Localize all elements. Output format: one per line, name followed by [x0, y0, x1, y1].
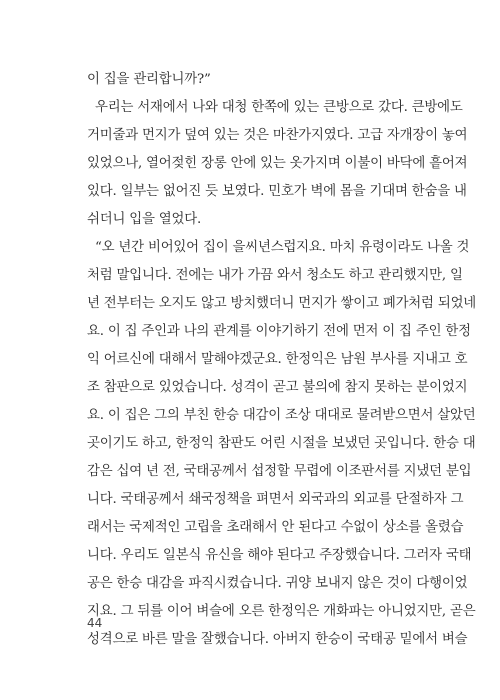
- text-line: 년 전부터는 오지도 않고 방치했더니 먼지가 쌓이고 폐가처럼 되었네: [87, 296, 477, 311]
- text-line: 익 어르신에 대해서 말해야겠군요. 한정익은 남원 부사를 지내고 호: [87, 352, 468, 367]
- text-line: 있었으나, 열어젖힌 장롱 안에 있는 옷가지며 이불이 바닥에 흩어져: [87, 156, 468, 171]
- text-line: 곳이기도 하고, 한정익 참판도 어린 시절을 보냈던 곳입니다. 한승 대: [87, 436, 476, 451]
- text-line: 거미줄과 먼지가 덮여 있는 것은 마찬가지였다. 고급 자개장이 놓여: [87, 128, 468, 143]
- text-line: 처럼 말입니다. 전에는 내가 가끔 와서 청소도 하고 관리했지만, 일: [87, 268, 463, 283]
- text-line: 지요. 그 뒤를 이어 벼슬에 오른 한정익은 개화파는 아니었지만, 곧은: [87, 604, 476, 619]
- text-line: 니다. 국태공께서 쇄국정책을 펴면서 외국과의 외교를 단절하자 그: [87, 492, 464, 507]
- text-line: 감은 십여 년 전, 국태공께서 섭정할 무렵에 이조판서를 지냈던 분입: [87, 464, 472, 479]
- text-line: 조 참판으로 있었습니다. 성격이 곧고 불의에 참지 못하는 분이었지: [87, 380, 468, 395]
- text-line: 공은 한승 대감을 파직시켰습니다. 귀양 보내지 않은 것이 다행이었: [87, 576, 468, 591]
- text-line: 래서는 국제적인 고립을 초래해서 안 된다고 수없이 상소를 올렸습: [87, 520, 464, 535]
- text-line: 요. 이 집은 그의 부친 한승 대감이 조상 대대로 물려받으면서 살았던: [87, 408, 476, 423]
- text-line: 요. 이 집 주인과 나의 관계를 이야기하기 전에 먼저 이 집 주인 한정: [87, 324, 471, 339]
- text-line: 있다. 일부는 없어진 듯 보였다. 민호가 벽에 몸을 기대며 한숨을 내: [87, 184, 467, 199]
- text-line: “오 년간 비어있어 집이 을씨년스럽지요. 마치 유령이라도 나올 것: [95, 240, 470, 255]
- text-line: 니다. 우리도 일본식 유신을 해야 된다고 주장했습니다. 그러자 국태: [87, 548, 472, 563]
- text-line: 쉬더니 입을 열었다.: [87, 212, 202, 227]
- book-page-body: [87, 66, 477, 654]
- text-line: 이 집을 관리합니까?”: [87, 72, 211, 87]
- text-line: 우리는 서재에서 나와 대청 한쪽에 있는 큰방으로 갔다. 큰방에도: [95, 100, 463, 115]
- text-line: 성격으로 바른 말을 잘했습니다. 아버지 한승이 국태공 밑에서 벼슬: [87, 632, 468, 647]
- page-number: 44: [87, 616, 103, 630]
